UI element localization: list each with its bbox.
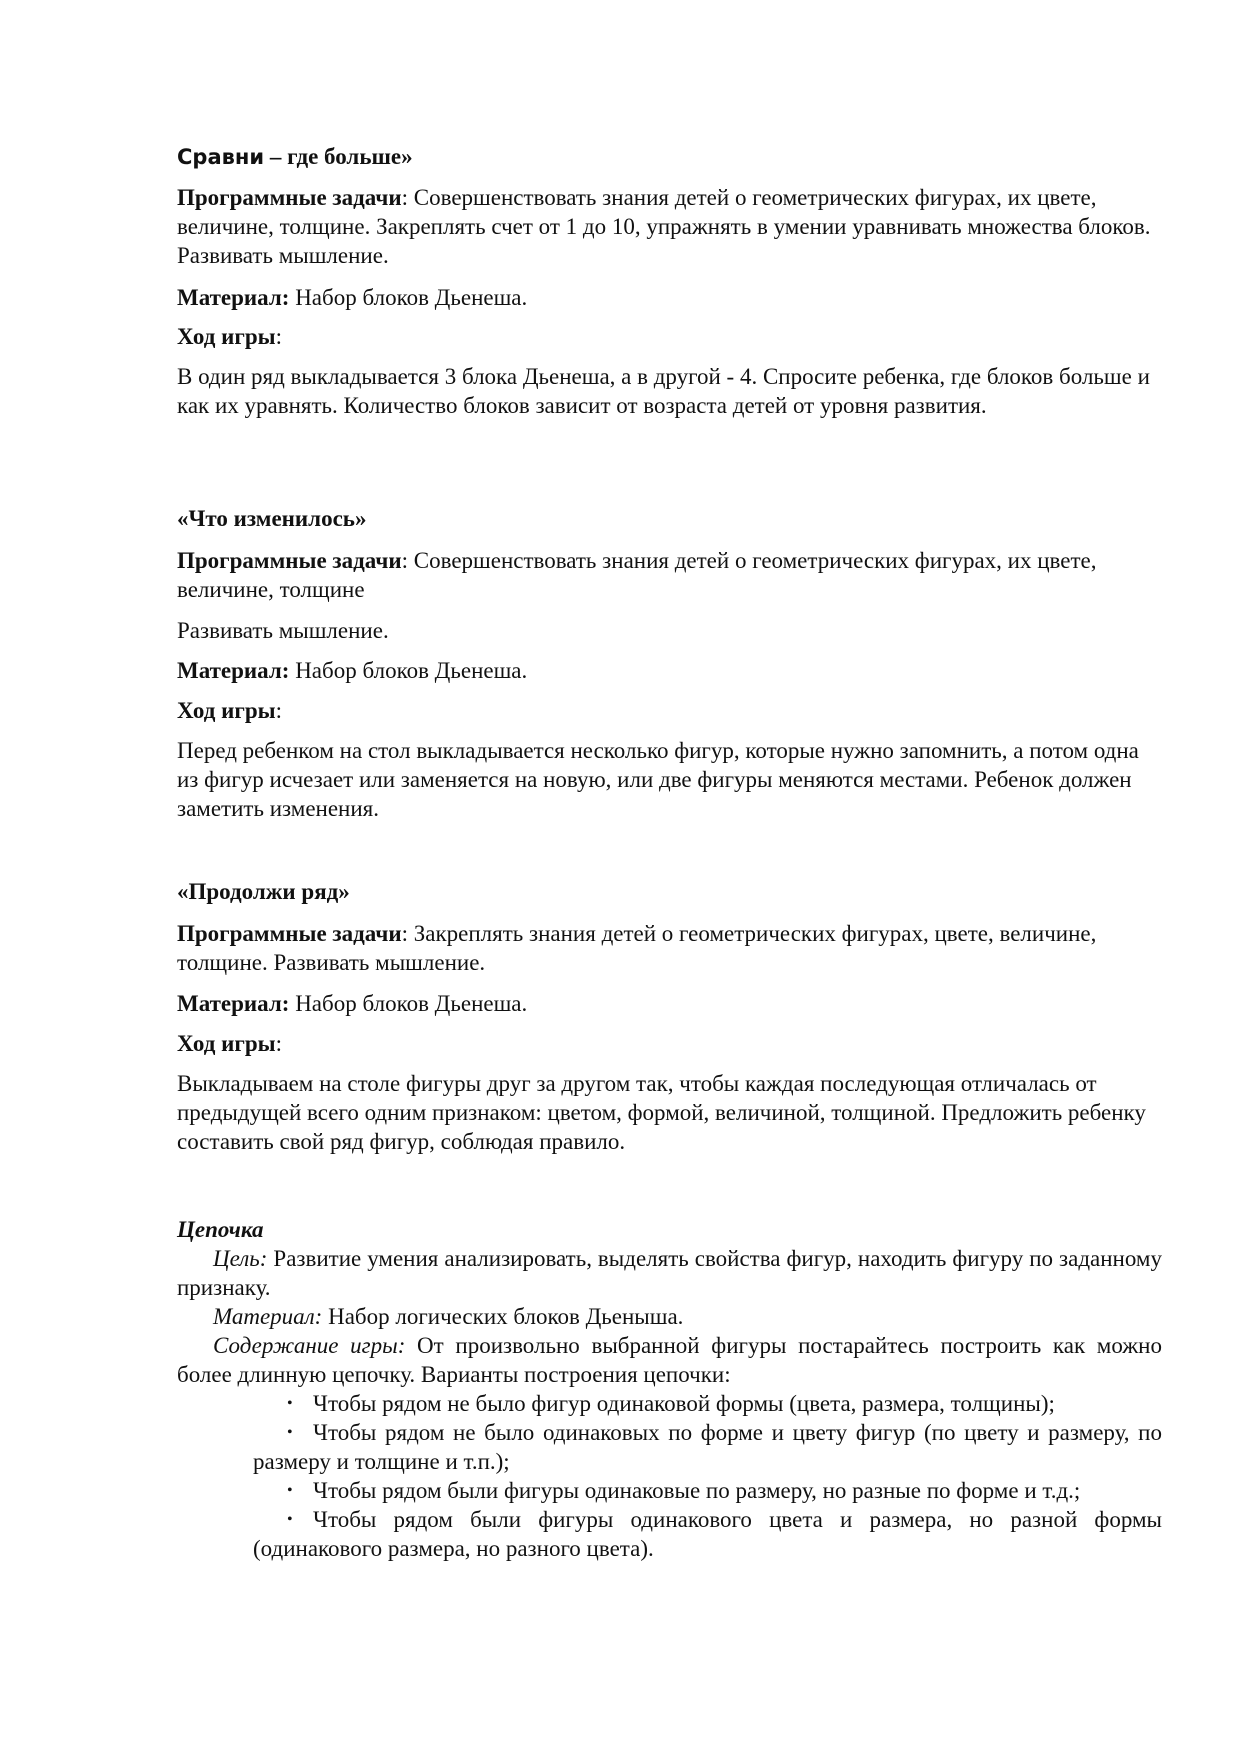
game-1-course-label: Ход игры: [177, 324, 276, 349]
game-1-title: [177, 142, 1162, 172]
game-1-material-label: Материал:: [177, 285, 290, 310]
chain-variant-text: [253, 1389, 1162, 1418]
game-2-tasks-label: Программные задачи: [177, 548, 402, 573]
chain-content: [177, 1331, 1162, 1389]
game-1-title-prefix: Сравни: [177, 145, 265, 169]
game-3-material-label: Материал:: [177, 991, 290, 1016]
game-2-material: [177, 656, 1162, 685]
game-3-course-label: Ход игры: [177, 1031, 276, 1056]
game-1-course-colon: :: [275, 324, 282, 349]
game-2-course-heading: [177, 696, 1162, 725]
game-1-title-rest: – где больше»: [264, 144, 413, 169]
bullet-icon: •: [287, 1395, 293, 1412]
game-3-tasks-text: : Закреплять знания детей о геометрических фигурах, цвете, величине, толщине. Развивать мышление.: [177, 921, 1097, 975]
game-3-material: [177, 989, 1162, 1018]
game-1-material: [177, 283, 1162, 312]
chain-content-text: От произвольно выбранной фигуры постарайтесь построить как можно более длинную цепочку. Варианты построения цепочки:: [177, 1333, 1162, 1387]
game-2-course-label: Ход игры: [177, 698, 276, 723]
chain-variant-4-text: Чтобы рядом были фигуры одинакового цвета и размера, но разной формы (одинакового размера, но разного цвета).: [253, 1507, 1162, 1561]
game-2-extra-line: Развивать мышление.: [177, 618, 389, 643]
bullet-icon: •: [287, 1424, 293, 1441]
game-3-course-heading: [177, 1029, 1162, 1058]
game-3-tasks-label: Программные задачи: [177, 921, 402, 946]
chain-material-text: Набор логических блоков Дьеныша.: [322, 1304, 684, 1329]
game-1-tasks: [177, 183, 1162, 270]
game-3-tasks: [177, 919, 1162, 977]
chain-goal-label: Цель:: [213, 1246, 268, 1271]
chain-variant-item: [177, 1505, 1162, 1563]
game-2-material-label: Материал:: [177, 658, 290, 683]
chain-goal: [177, 1244, 1162, 1302]
chain-goal-text: Развитие умения анализировать, выделять свойства фигур, находить фигуру по заданному признаку.: [177, 1246, 1162, 1300]
game-2-tasks: [177, 546, 1162, 604]
chain-variants-list: [177, 1389, 1162, 1563]
game-1-material-text: Набор блоков Дьенеша.: [289, 285, 528, 310]
chain-variant-1-text: Чтобы рядом не было фигур одинаковой формы (цвета, размера, толщины);: [313, 1391, 1055, 1416]
chain-variant-2-text: Чтобы рядом не было одинаковых по форме и цвету фигур (по цвету и размеру, по размеру и толщине и т.п.);: [253, 1420, 1162, 1474]
game-1-course-heading: [177, 322, 1162, 351]
game-2-tasks-text: : Совершенствовать знания детей о геометрических фигурах, их цвете, величине, толщине: [177, 548, 1097, 602]
game-2-course-colon: :: [275, 698, 282, 723]
game-1-tasks-label: Программные задачи: [177, 185, 402, 210]
game-3-material-text: Набор блоков Дьенеша.: [289, 991, 528, 1016]
game-1-course-text: В один ряд выкладывается 3 блока Дьенеша, а в другой - 4. Спросите ребенка, где блоков больше и как их уравнять. Количество блоков зависит от возраста детей от уровня развития.: [177, 364, 1150, 418]
chain-content-label: Содержание игры:: [213, 1333, 406, 1358]
game-3-title: «Продолжи ряд»: [177, 879, 350, 904]
chain-variant-3-text: Чтобы рядом были фигуры одинаковые по размеру, но разные по форме и т.д.;: [313, 1478, 1081, 1503]
chain-variant-text: [253, 1505, 1162, 1563]
chain-variant-item: [177, 1476, 1162, 1505]
chain-material-label: Материал:: [213, 1304, 323, 1329]
chain-material: [177, 1302, 1162, 1331]
bullet-icon: •: [287, 1511, 293, 1528]
chain-variant-item: [177, 1418, 1162, 1476]
bullet-icon: •: [287, 1482, 293, 1499]
game-2-course-text: Перед ребенком на стол выкладывается несколько фигур, которые нужно запомнить, а потом одна из фигур исчезает или заменяется на новую, или две фигуры меняются местами. Ребенок должен заметить изменения.: [177, 738, 1139, 821]
chain-variant-item: [177, 1389, 1162, 1418]
game-2-material-text: Набор блоков Дьенеша.: [289, 658, 528, 683]
game-1-tasks-text: : Совершенствовать знания детей о геометрических фигурах, их цвете, величине, толщине. Закреплять счет от 1 до 10, упражнять в умении уравнивать множества блоков. Развивать мышление.: [177, 185, 1151, 268]
chain-title: Цепочка: [177, 1217, 264, 1242]
chain-variant-text: [253, 1476, 1162, 1505]
game-3-course-text: Выкладываем на столе фигуры друг за другом так, чтобы каждая последующая отличалась от предыдущей всего одним признаком: цветом, формой, величиной, толщиной. Предложить ребенку составить свой ряд фигур, соблюдая правило.: [177, 1071, 1146, 1154]
game-2-title: «Что изменилось»: [177, 506, 367, 531]
chain-variant-text: [253, 1418, 1162, 1476]
game-3-course-colon: :: [275, 1031, 282, 1056]
